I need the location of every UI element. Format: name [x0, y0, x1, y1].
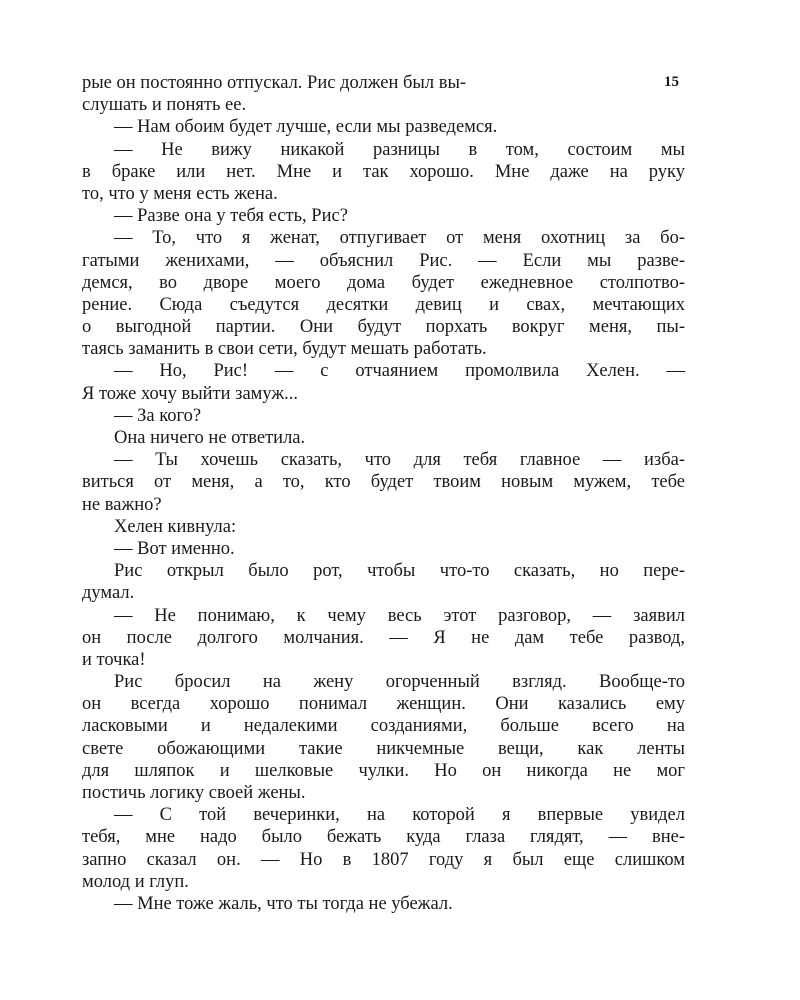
text-line: не важно? — [82, 494, 162, 515]
text-line: тебя, мне надо было бежать куда глаза глядят, — вне- — [82, 827, 685, 848]
text-line: он всегда хорошо понимал женщин. Они казались ему — [82, 694, 685, 715]
text-line: — Нам обоим будет лучше, если мы разведемся. — [114, 117, 498, 138]
text-line: Я тоже хочу выйти замуж... — [82, 383, 299, 404]
text-line: Рис бросил на жену огорченный взгляд. Вообще-то — [114, 672, 685, 693]
text-line: постичь логику своей жены. — [82, 783, 306, 803]
text-line: — С той вечеринки, на которой я впервые увидел — [114, 805, 685, 826]
text-line: Рис открыл было рот, чтобы что-то сказать, но пере- — [114, 561, 685, 582]
text-line: гатыми женихами, — объяснил Рис. — Если мы разве- — [82, 250, 685, 271]
text-line: он после долгого молчания. — Я не дам тебе развод, — [82, 627, 685, 648]
text-line: — Не понимаю, к чему весь этот разговор, — заявил — [114, 605, 685, 626]
text-line: — Разве она у тебя есть, Рис? — [114, 206, 348, 227]
text-line: — То, что я женат, отпугивает от меня охотниц за бо- — [114, 228, 685, 249]
text-line: слушать и понять ее. — [82, 95, 247, 116]
text-line: для шляпок и шелковые чулки. Но он никогда не мог — [82, 760, 685, 781]
text-line: виться от меня, а то, кто будет твоим новым мужем, тебе — [82, 472, 685, 493]
text-line: Хелен кивнула: — [114, 516, 237, 537]
text-line: — За кого? — [114, 405, 202, 426]
text-line: ласковыми и недалекими созданиями, больше всего на — [82, 716, 685, 737]
text-line: и точка! — [82, 649, 146, 670]
text-line: таясь заманить в свои сети, будут мешать работать. — [82, 339, 487, 360]
text-line: демся, во дворе моего дома будет ежедневное столпотво- — [82, 272, 685, 293]
text-line: рые он постоянно отпускал. Рис должен был вы- — [82, 73, 467, 93]
text-line: молод и глуп. — [82, 871, 189, 892]
text-line: — Вот именно. — [114, 538, 235, 559]
text-line: — Не вижу никакой разницы в том, состоим мы — [114, 139, 685, 160]
text-line: в браке или нет. Мне и так хорошо. Мне даже на руку — [82, 161, 685, 182]
text-line: Она ничего не ответила. — [114, 428, 306, 448]
text-line: думал. — [82, 583, 135, 604]
text-line: о выгодной партии. Они будут порхать вокруг меня, пы- — [82, 317, 685, 338]
text-line: запно сказал он. — Но в 1807 году я был еще слишком — [82, 849, 685, 870]
text-line: — Мне тоже жаль, что ты тогда не убежал. — [114, 893, 453, 914]
body-text — [82, 72, 685, 915]
page-number: 15 — [664, 74, 679, 90]
text-line: — Но, Рис! — с отчаянием промолвила Хелен. — — [114, 361, 685, 382]
text-line: рение. Сюда съедутся десятки девиц и свах, мечтающих — [82, 294, 685, 315]
text-line: то, что у меня есть жена. — [82, 183, 278, 204]
text-line: — Ты хочешь сказать, что для тебя главное — изба- — [114, 450, 685, 471]
text-line: свете обожающими такие никчемные вещи, как ленты — [82, 738, 685, 759]
